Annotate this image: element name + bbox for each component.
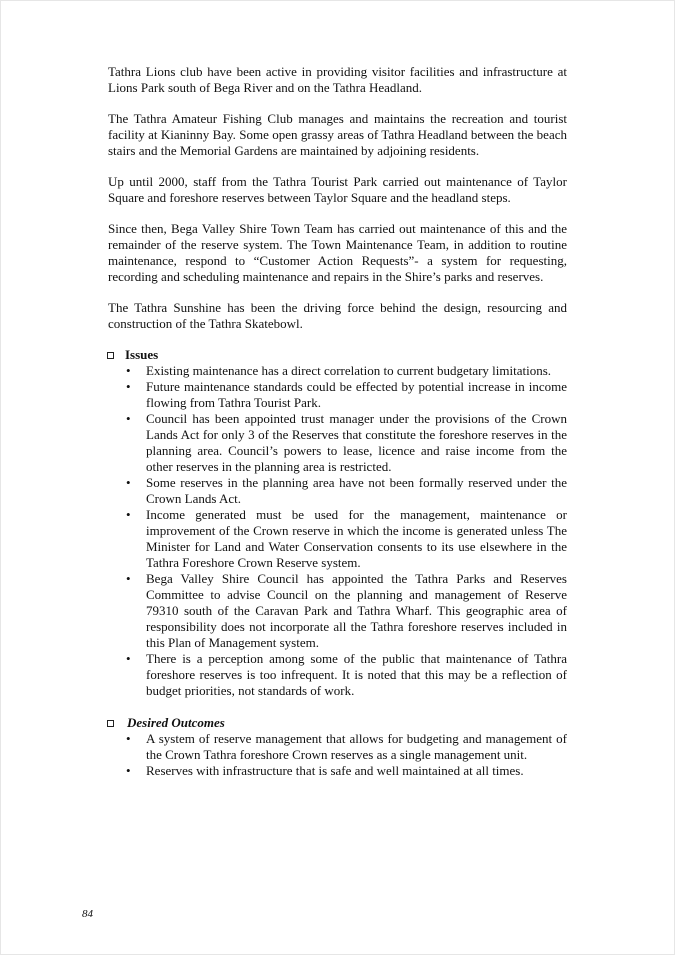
list-item: • Some reserves in the planning area have not been formally reserved under the Crown Lands Act. (146, 475, 567, 507)
list-item: • A system of reserve management that allows for budgeting and management of the Crown Tathra foreshore Crown reserves as a single management unit. (146, 731, 567, 763)
page-content (108, 64, 567, 779)
list-item: • Bega Valley Shire Council has appointed the Tathra Parks and Reserves Committee to advise Council on the planning and management of Reserve 79310 south of the Caravan Park and Tathra Wharf. This geographic area of responsibility does not incorporate all the Tathra foreshore reserves included in this Plan of Management system. (146, 571, 567, 651)
outcomes-section (108, 715, 567, 779)
issues-title: Issues (125, 347, 159, 362)
paragraph-tourist-park: Up until 2000, staff from the Tathra Tourist Park carried out maintenance of Taylor Square and foreshore reserves between Taylor Square and the headland steps. (108, 174, 567, 205)
list-item: • There is a perception among some of the public that maintenance of Tathra foreshore reserves is too infrequent. It is noted that this may be a reflection of budget priorities, not standards of work. (146, 651, 567, 699)
paragraph-fishing-club: The Tathra Amateur Fishing Club manages and maintains the recreation and tourist facility at Kianinny Bay. Some open grassy areas of Tathra Headland between the beach stairs and the Memorial Gardens are maintained by adjoining residents. (108, 111, 567, 158)
list-item: • Existing maintenance has a direct correlation to current budgetary limitations. (146, 363, 567, 379)
issues-heading (107, 347, 567, 363)
issues-list (108, 363, 567, 699)
paragraph-skatebowl: The Tathra Sunshine has been the driving force behind the design, resourcing and construction of the Tathra Skatebowl. (108, 300, 567, 331)
checkbox-bullet-icon (107, 720, 114, 727)
issues-section (108, 347, 567, 699)
checkbox-bullet-icon (107, 352, 114, 359)
outcomes-title: Desired Outcomes (127, 715, 225, 730)
list-item: • Income generated must be used for the management, maintenance or improvement of the Crown reserve in which the income is generated unless The Minister for Land and Water Conservation consents to its use elsewhere in the Tathra Foreshore Crown Reserve system. (146, 507, 567, 571)
outcomes-heading (107, 715, 567, 731)
page-number: 84 (82, 908, 93, 920)
outcomes-list (108, 731, 567, 779)
paragraph-town-team: Since then, Bega Valley Shire Town Team has carried out maintenance of this and the remainder of the reserve system. The Town Maintenance Team, in addition to routine maintenance, respond to “Customer Action Requests”- a system for requesting, recording and scheduling maintenance and repairs in the Shire’s parks and reserves. (108, 221, 567, 284)
list-item: • Reserves with infrastructure that is safe and well maintained at all times. (146, 763, 567, 779)
list-item: • Future maintenance standards could be effected by potential increase in income flowing from Tathra Tourist Park. (146, 379, 567, 411)
paragraph-lions-club: Tathra Lions club have been active in providing visitor facilities and infrastructure at Lions Park south of Bega River and on the Tathra Headland. (108, 64, 567, 95)
list-item: • Council has been appointed trust manager under the provisions of the Crown Lands Act for only 3 of the Reserves that constitute the foreshore reserves in the planning area. Council’s powers to lease, licence and raise income from the other reserves in the planning area is restricted. (146, 411, 567, 475)
